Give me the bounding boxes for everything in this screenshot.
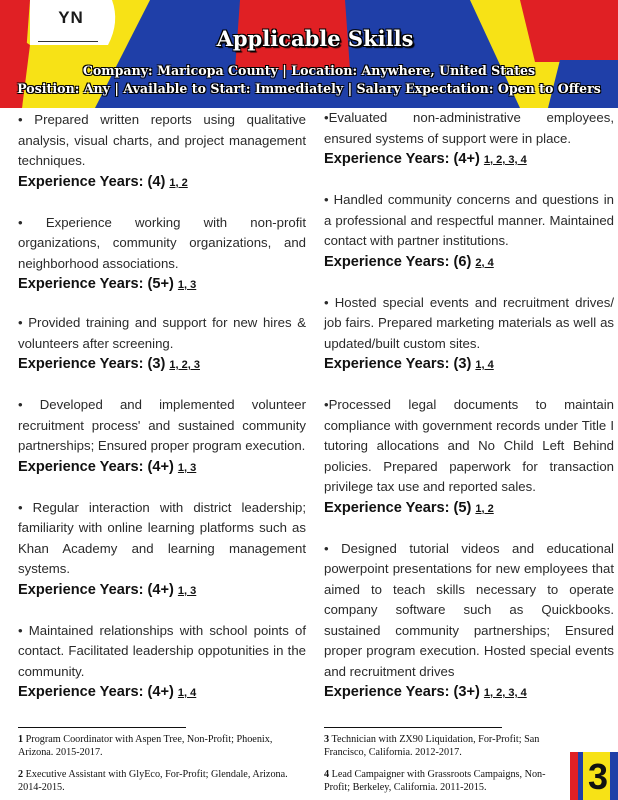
skill-text: • Handled community concerns and questions in a professional and respectful manner. Maintained contact with partner institutions. (324, 192, 614, 248)
skill-item (18, 621, 306, 704)
initials-underline (38, 41, 98, 42)
experience-years: Experience Years: (4+) 1, 3 (18, 581, 197, 598)
skill-item (18, 110, 306, 193)
page-title: Applicable Skills (216, 26, 414, 51)
footnote-rule-left (18, 727, 186, 728)
reference-numbers: 1, 3 (177, 279, 197, 291)
experience-years: Experience Years: (5+) 1, 3 (18, 276, 197, 292)
company-location-line: Company: Maricopa County | Location: Anywhere, United States (82, 63, 536, 78)
reference-numbers: 1, 2, 3, 4 (483, 154, 527, 166)
reference-numbers: 1, 2, 3, 4 (483, 687, 527, 699)
experience-years: Experience Years: (4+) 1, 4 (18, 684, 197, 700)
skill-item (324, 293, 614, 376)
footnote-1: 1 Program Coordinator with Aspen Tree, Non-Profit; Phoenix, Arizona. 2015-2017. (18, 734, 273, 758)
skill-text: • Regular interaction with district leadership; familiarity with online learning platforms such as Khan Academy and learning management systems. (18, 499, 306, 576)
reference-numbers: 1, 3 (177, 584, 197, 597)
skill-item (324, 108, 614, 170)
skill-text: • Developed and implemented volunteer recruitment process' and sustained community partnerships; Ensured proper program execution. (18, 397, 306, 453)
skill-item (324, 395, 614, 519)
reference-numbers: 1, 2 (169, 176, 188, 189)
footnote-3: 3 Technician with ZX90 Liquidation, For-Profit; San Francisco, California. 2012-2017. (324, 734, 540, 758)
left-column (18, 108, 306, 703)
skill-text: • Experience working with non-profit organizations, community organizations, and neighborhood associations. (18, 214, 306, 271)
reference-numbers: 1, 4 (177, 687, 197, 699)
experience-years: Experience Years: (3) 1, 4 (324, 356, 494, 372)
footnote-4: 4 Lead Campaigner with Grassroots Campaigns, Non-Profit; Berkeley, California. 2011-2015. (324, 769, 546, 793)
skill-item (324, 190, 614, 273)
page-number: 3 (587, 756, 609, 797)
experience-years: Experience Years: (4+) 1, 2, 3, 4 (324, 151, 527, 167)
footnote-2: 2 Executive Assistant with GlyEco, For-Profit; Glendale, Arizona. 2014-2015. (18, 769, 288, 793)
reference-numbers: 2, 4 (475, 256, 494, 269)
skill-text: • Maintained relationships with school points of contact. Facilitated leadership oppotunities in the community. (18, 622, 306, 679)
skill-text: • Prepared written reports using qualitative analysis, visual charts, and project management techniques. (18, 112, 306, 168)
right-column (324, 108, 614, 703)
skill-text: • Designed tutorial videos and educational powerpoint presentations for new employees that aimed to teach skills necessary to operate company software such as Quickbooks. sustained community partnerships; Ensured proper program execution. Hosted special events and recruitment drives (324, 540, 614, 679)
initials-logo: YN (58, 8, 84, 27)
footnote-rule-right (324, 727, 502, 728)
header-banner (0, 0, 618, 108)
reference-numbers: 1, 2 (475, 502, 494, 515)
skill-item (18, 313, 306, 375)
skill-text: •Processed legal documents to maintain compliance with government records under Title I tutoring allocations and No Child Left Behind policies. Prepared paperwork for transaction privilege tax use and reported sales. (324, 397, 614, 494)
experience-years: Experience Years: (4) 1, 2 (18, 173, 188, 190)
reference-numbers: 1, 4 (475, 359, 494, 371)
experience-years: Experience Years: (5) 1, 2 (324, 499, 494, 516)
skill-item (18, 213, 306, 296)
experience-years: Experience Years: (3+) 1, 2, 3, 4 (324, 684, 527, 700)
skill-item (18, 395, 306, 478)
reference-numbers: 1, 2, 3 (169, 359, 200, 371)
skill-text: • Provided training and support for new hires & volunteers after screening. (18, 315, 306, 351)
skill-text: •Evaluated non-administrative employees, ensured systems of support were in place. (324, 110, 614, 146)
reference-numbers: 1, 3 (177, 461, 197, 474)
skill-text: • Hosted special events and recruitment drives/ job fairs. Prepared marketing materials as well as updated/built custom sites. (324, 294, 614, 351)
experience-years: Experience Years: (6) 2, 4 (324, 253, 494, 270)
skill-item (324, 539, 614, 704)
experience-years: Experience Years: (4+) 1, 3 (18, 458, 197, 475)
position-availability-line: Position: Any | Available to Start: Immediately | Salary Expectation: Open to Offers (17, 81, 601, 96)
skill-item (18, 498, 306, 601)
experience-years: Experience Years: (3) 1, 2, 3 (18, 356, 200, 372)
